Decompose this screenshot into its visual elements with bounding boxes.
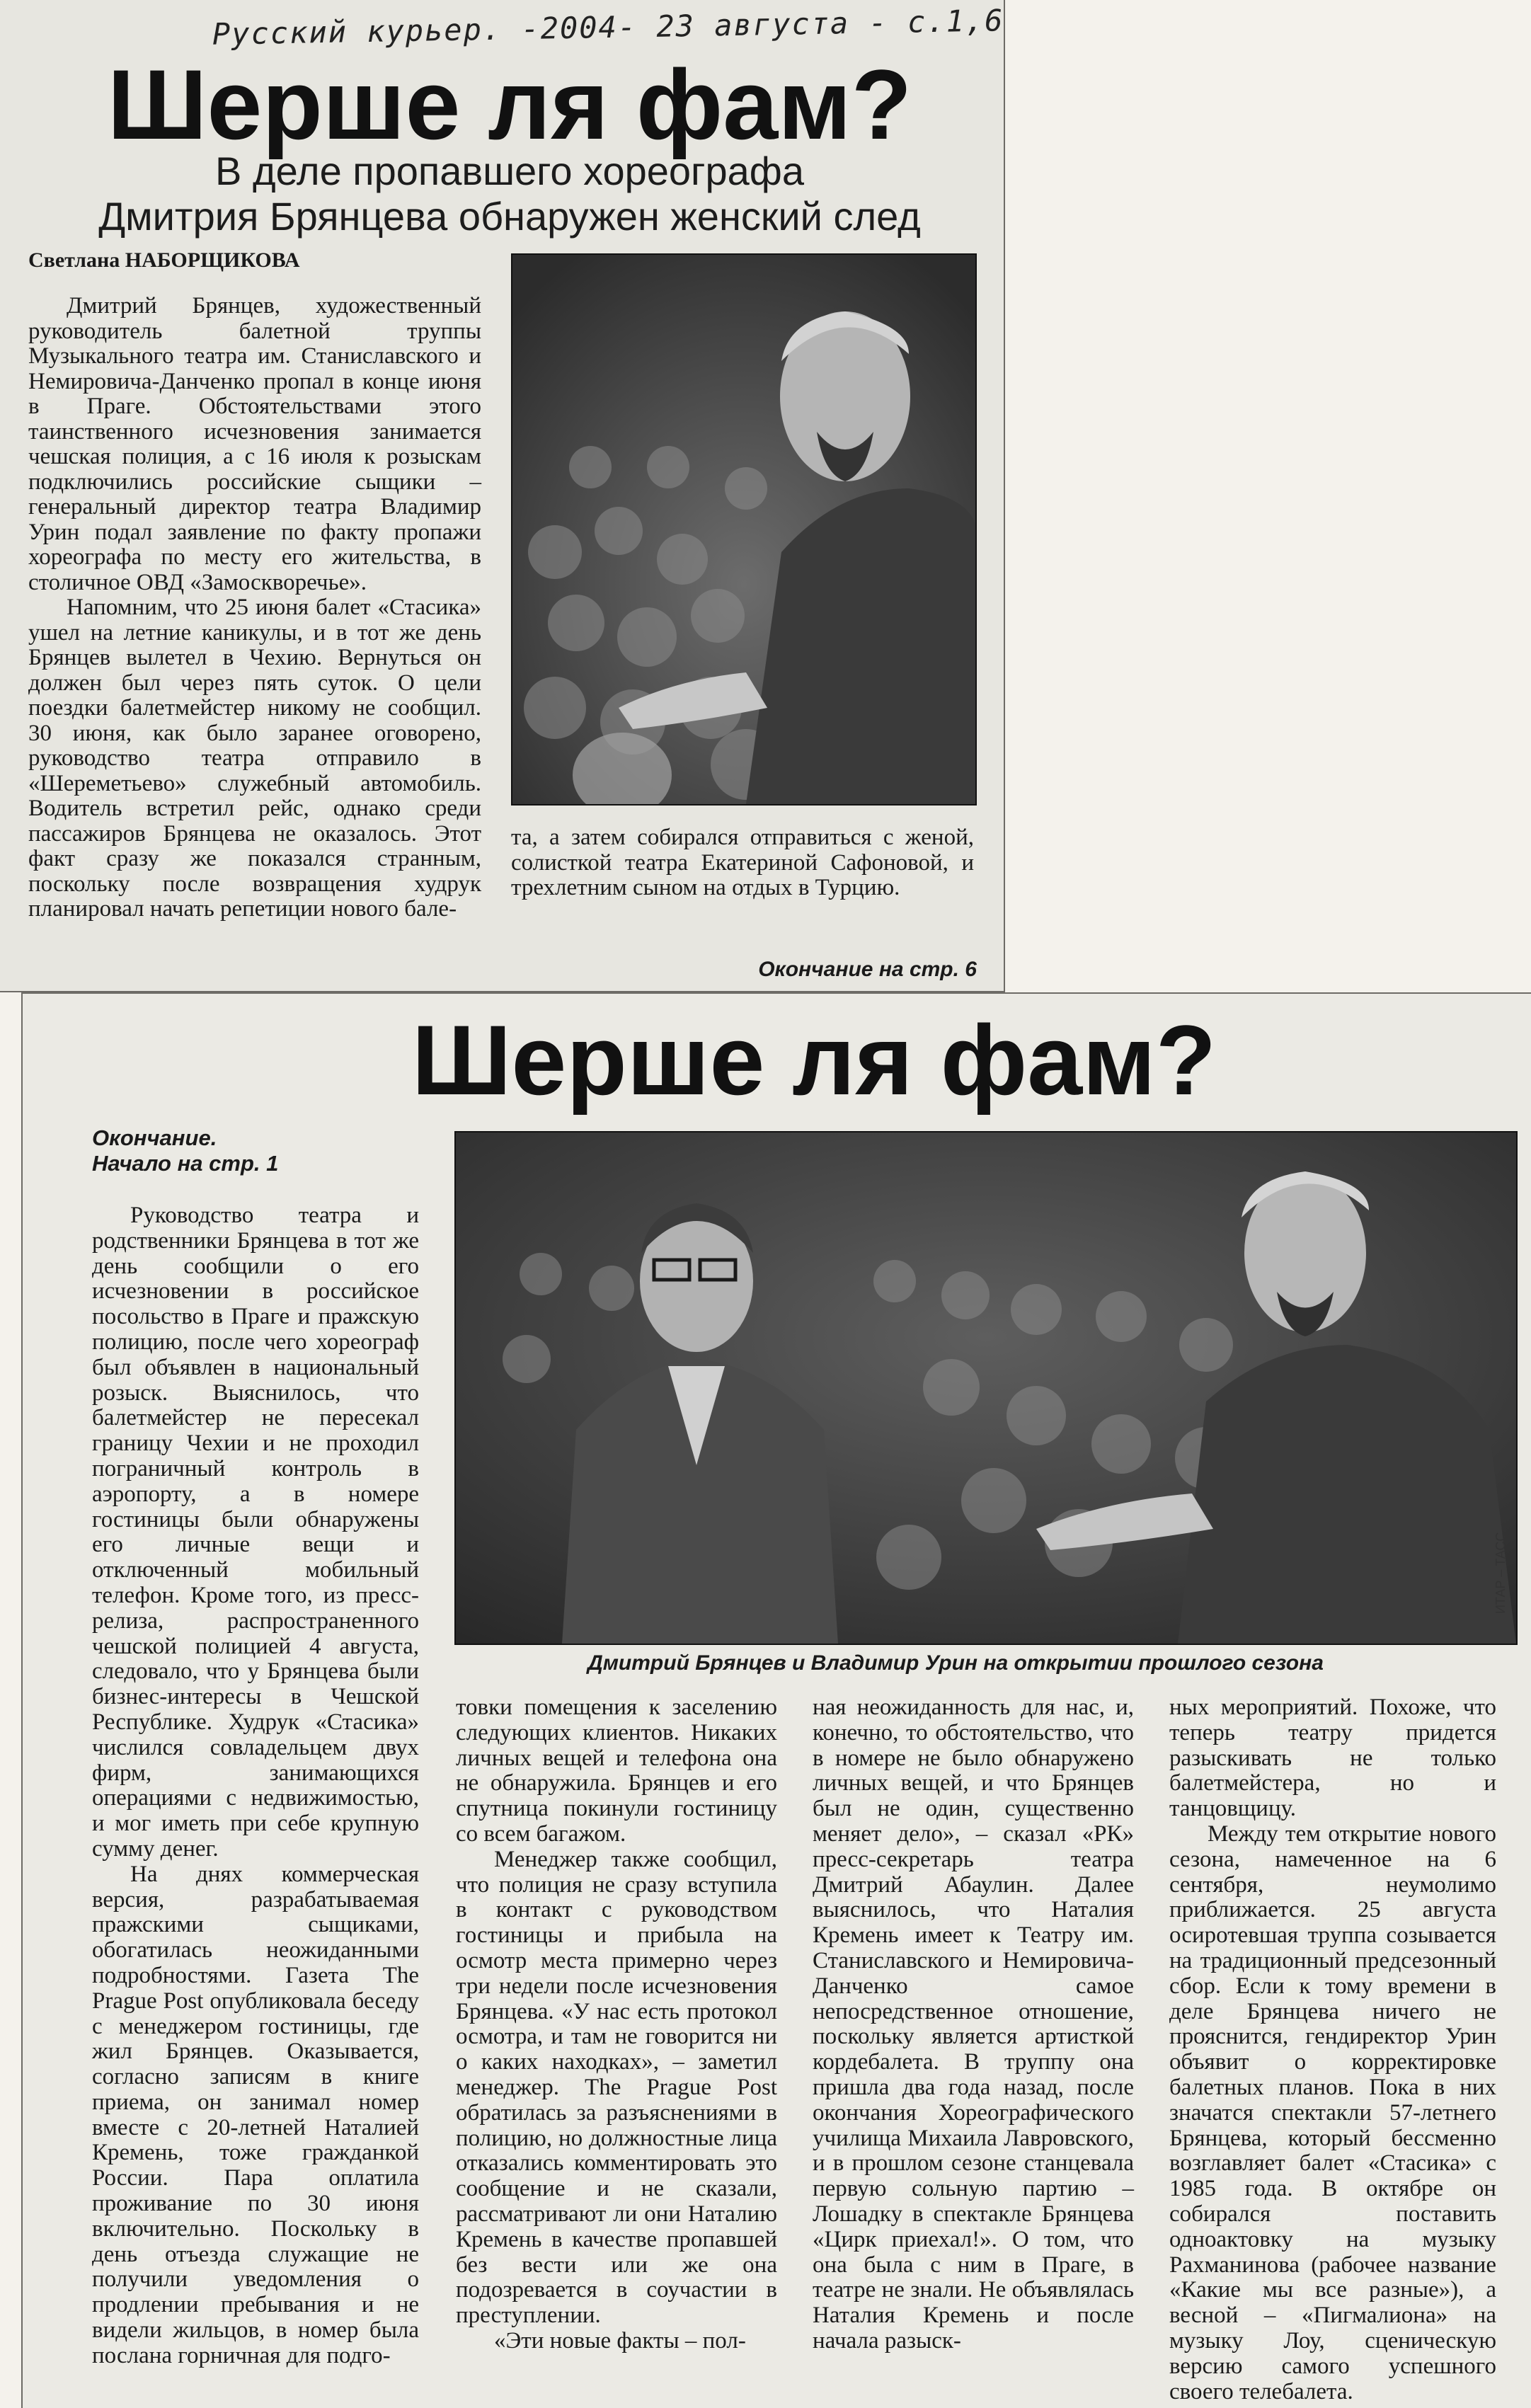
continuation-line-2: Начало на стр. 1 (92, 1151, 279, 1176)
article-column-1 (92, 1203, 419, 2369)
headline-page-6: Шерше ля фам? (411, 1004, 1217, 1116)
subheadline-line-1: В деле пропавшего хореографа (215, 149, 804, 193)
headline-page-1: Шерше ля фам? (107, 49, 912, 160)
subheadline (28, 149, 991, 239)
article-column-2 (456, 1695, 777, 2354)
article-column-3 (813, 1695, 1134, 2354)
paragraph: Менеджер также сообщил, что полиция не сразу вступила в контакт с руководством гостиницы и прибыла на осмотр места примерно через три недели после исчезновения Брянцева. «У нас есть протокол осмотра, и там не говорится ни о каких находках», – заметил менеджер. The Prague Post обратилась за разъяснениями в полицию, но должностные лица отказались комментировать это сообщение и не сказали, рассматривают ли они Наталию Кремень в качестве пропавшей без вести или же она подозревается в соучастии в преступлении. (456, 1846, 777, 2329)
paragraph: товки помещения к заселению следующих клиентов. Никаких личных вещей и телефона она не обнаружила. Брянцев и его спутница покинули гостиницу со всем багажом. (456, 1695, 777, 1847)
paragraph: На днях коммерческая версия, разрабатываемая пражскими сыщиками, обогатилась неожиданными подробностями. Газета The Prague Post опубликовала беседу с менеджером гостиницы, где жил Брянцев. Оказывается, согласно записям в книге приема, он занимал номер вместе с 20-летней Наталией Кремень, тоже гражданкой России. Пара оплатила проживание по 30 июня включительно. Поскольку в день отъезда служащие не получили уведомления о продлении пребывания и не видели жильцов, в номер была послана горничная для подго- (92, 1861, 419, 2368)
article-column-1 (28, 294, 481, 922)
article-column-4 (1169, 1695, 1496, 2404)
paragraph: ная неожиданность для нас, и, конечно, то обстоятельство, что в номере не было обнаружено личных вещей, и что Брянцев был не один, существенно меняет дело», – сказал «РК» пресс-секретарь театра Дмитрий Абаулин. Далее выяснилось, что Наталия Кремень имеет к Театру им. Станиславского и Немировича-Данченко самое непосредственное отношение, поскольку является артисткой кордебалета. В труппу она пришла два года назад, после окончания Хореографического училища Михаила Лавровского, и в прошлом сезоне станцевала первую сольную партию – Лошадку в спектакле Брянцева «Цирк приехал!». О том, что она была с ним в Праге, в театре не знали. Не объявлялась Наталия Кремень и после начала разыск- (813, 1695, 1134, 2353)
subheadline-line-2: Дмитрия Брянцева обнаружен женский след (98, 194, 921, 239)
paragraph: ных мероприятий. Похоже, что теперь театру придется разыскивать не только балетмейстера, но и танцовщицу. (1169, 1695, 1496, 1822)
article-column-2 (511, 825, 974, 901)
continuation-line-1: Окончание. (92, 1125, 217, 1150)
photo-image (456, 1133, 1516, 1644)
paragraph: Дмитрий Брянцев, художественный руководитель балетной труппы Музыкального театра им. Станиславского и Немировича-Данченко пропал в конце июня в Праге. Обстоятельствами этого таинственного исчезновения занимается чешская полиция, а с 16 июля к розыскам подключились российские сыщики – генеральный директор театра Владимир Урин подал заявление по факту пропажи хореографа по месту его жительства, в столичное ОВД «Замоскворечье». (28, 293, 481, 595)
continued-on-page-6: Окончание на стр. 6 (758, 958, 977, 981)
paragraph: Напомним, что 25 июня балет «Стасика» ушел на летние каникулы, и в тот же день Брянцев вылетел в Чехию. Вернуться он должен был через пять суток. О цели поездки балетмейстер никому не сообщил. 30 июня, как было заранее оговорено, руководство театра отправило в «Шереметьево» служебный автомобиль. Водитель встретил рейс, однако среди пассажиров Брянцева не оказалось. Этот факт сразу же показался странным, поскольку после возвращения худрук планировал начать репетиции нового бале- (28, 595, 481, 922)
paragraph: Руководство театра и родственники Брянцева в тот же день сообщили о его исчезновении в российское посольство в Праге и пражскую полицию, после чего хореограф был объявлен в национальный розыск. Выяснилось, что балетмейстер не пересекал границу Чехии и не проходил пограничный контроль в аэропорту, а в номере гостиницы были обнаружены его личные вещи и отключенный мобильный телефон. Кроме того, из пресс-релиза, распространенного чешской полицией 4 августа, следовало, что у Брянцева были бизнес-интересы в Чешской Республике. Худрук «Стасика» числился совладельцем двух фирм, занимающихся операциями с недвижимостью, и мог иметь при себе крупную сумму денег. (92, 1203, 419, 1862)
author-byline: Светлана НАБОРЩИКОВА (28, 248, 300, 272)
continuation-from-page-1 (92, 1125, 375, 1176)
paragraph: та, а затем собирался отправиться с женой, солисткой театра Екатериной Сафоновой, и трехлетним сыном на отдых в Турцию. (511, 825, 974, 900)
photo-bryantsev-speaking (511, 253, 977, 805)
photo-image (512, 255, 975, 804)
photo-bryantsev-and-urin (454, 1131, 1518, 1645)
photo-credit: ИТАР – ТАСС (1493, 1532, 1508, 1614)
photo-caption: Дмитрий Брянцев и Владимир Урин на открытии прошлого сезона (587, 1651, 1324, 1675)
paragraph: Между тем открытие нового сезона, намеченное на 6 сентября, неумолимо приближается. 25 августа осиротевшая труппа созывается на традиционный предсезонный сбор. Если к тому времени в деле Брянцева ничего не прояснится, гендиректор Урин объявит о корректировке балетных планов. Пока в них значатся спектакли 57-летнего Брянцева, который бессменно возглавляет балет «Стасика» с 1985 года. В октябре он собирался поставить одноактовку на музыку Рахманинова (рабочее название «Какие мы все разные»), а весной – «Пигмалиона» на музыку Лоу, сценическую версию самого успешного своего телебалета. (1169, 1821, 1496, 2404)
handwritten-source-note: Русский курьер. -2004- 23 августа - с.1,6 (212, 3, 1004, 52)
paragraph: «Эти новые факты – пол- (494, 2327, 746, 2353)
